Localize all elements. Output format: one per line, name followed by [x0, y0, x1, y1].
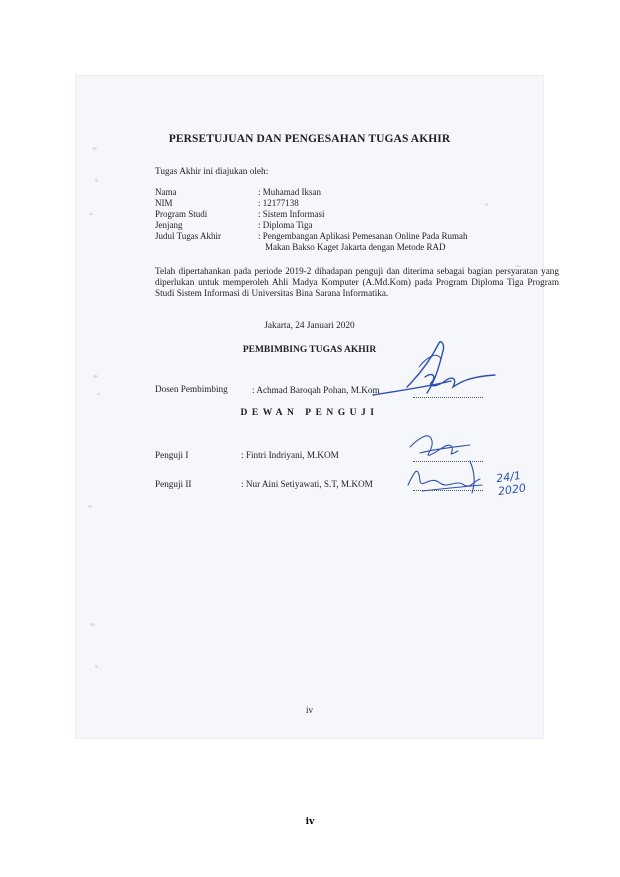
field-value: : Pengembangan Aplikasi Pemesanan Online Pada Rumah: [258, 231, 468, 241]
document-title: PERSETUJUAN DAN PENGESAHAN TUGAS AKHIR: [168, 133, 451, 145]
intro-text: Tugas Akhir ini diajukan oleh:: [155, 167, 269, 177]
handwritten-date: 24/1 2020: [495, 468, 527, 499]
field-value-line2: Makan Bakso Kaget Jakarta dengan Metode RAD: [265, 242, 446, 252]
penguji-label: Penguji I: [155, 450, 189, 460]
penguji-value: : Fintri Indriyani, M.KOM: [241, 450, 339, 460]
approval-date: Jakarta, 24 Januari 2020: [264, 321, 355, 331]
dosen-value: : Achmad Baroqah Pohan, M.Kom: [252, 385, 380, 395]
page-number: iv: [305, 817, 315, 827]
penguji-value: : Nur Aini Setiyawati, S.T, M.KOM: [241, 479, 373, 489]
field-value: : 12177138: [258, 198, 299, 208]
scan-page-number: iv: [305, 705, 313, 715]
dewan-penguji-heading: DEWAN PENGUJI: [240, 408, 379, 418]
dosen-label: Dosen Pembimbing: [155, 384, 228, 394]
field-value: : Diploma Tiga: [258, 220, 313, 230]
field-label: Program Studi: [155, 209, 208, 219]
field-value: : Muhamad Iksan: [258, 187, 321, 197]
statement-paragraph: Telah dipertahankan pada periode 2019-2 dihadapan penguji dan diterima sebagai bagian persyaratan yang diperlukan untuk memperoleh Ahli Madya Komputer (A.Md.Kom) pada Program Diploma Tiga Program Studi Sistem Informasi di Universitas Bina Sarana Informatika.: [155, 266, 559, 299]
penguji-2-signature: [400, 455, 500, 500]
pembimbing-signature: [367, 337, 497, 407]
field-label: NIM: [155, 198, 173, 208]
field-value: : Sistem Informasi: [258, 209, 325, 219]
field-label: Judul Tugas Akhir: [155, 231, 222, 241]
field-label: Nama: [155, 187, 177, 197]
pembimbing-heading: PEMBIMBING TUGAS AKHIR: [242, 345, 377, 355]
scanned-page: [75, 75, 559, 739]
field-label: Jenjang: [155, 220, 183, 230]
penguji-label: Penguji II: [155, 479, 192, 489]
